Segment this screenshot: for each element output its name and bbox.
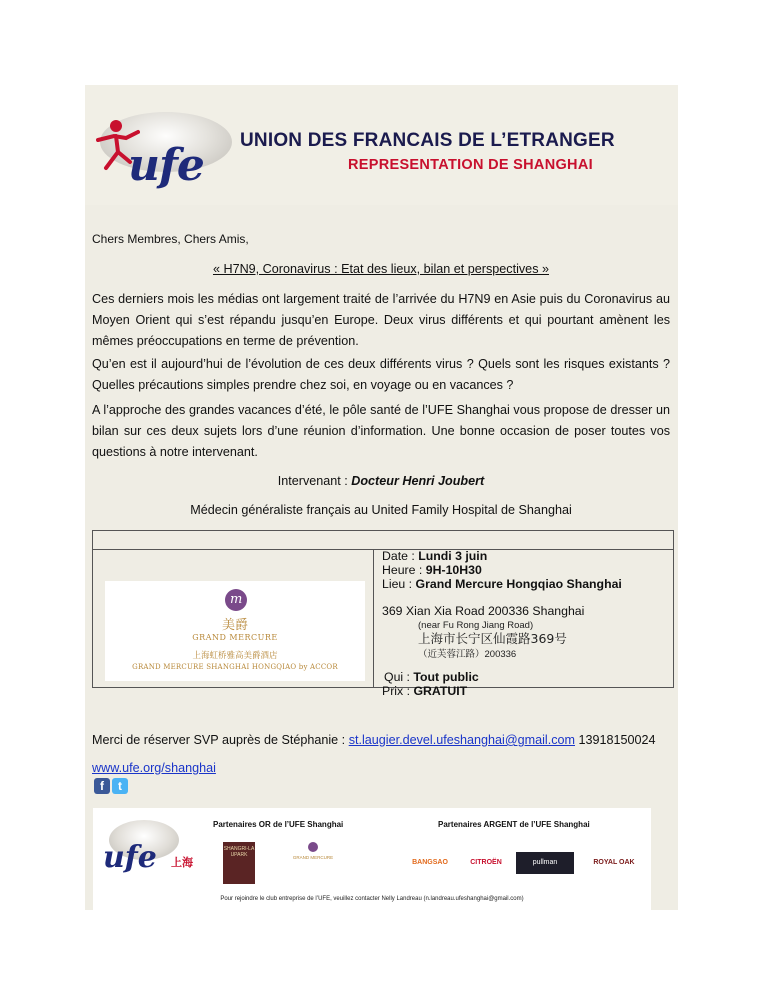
paragraph-1: Ces derniers mois les médias ont largement traité de l’arrivée du H7N9 en Asie puis du Coronavirus au Moyen Orient qui s’est répandu jusqu’en Europe. Deux virus différents et qui pourtant amènent les mêmes préoccupations en terme de prévention. — [92, 292, 670, 348]
booking-email-link[interactable]: st.laugier.devel.ufeshanghai@gmail.com — [348, 733, 575, 747]
event-address-cn: 上海市长宁区仙霞路369号 — [418, 631, 567, 646]
partners-banner — [93, 808, 651, 910]
partners-footer: Pour rejoindre le club entreprise de l’UFE, veuillez contacter Nelly Landreau (n.landreau.ufeshanghai@gmail.com) — [220, 896, 524, 902]
shangrila-logo: SHANGRI-LA UPARK — [223, 842, 255, 884]
hotel-brand: GRAND MERCURE — [192, 633, 278, 642]
grand-mercure-partner-logo: GRAND MERCURE — [298, 842, 328, 868]
speaker-line — [92, 474, 670, 488]
hotel-logo — [105, 581, 365, 681]
event-table-divider — [373, 549, 374, 687]
hotel-cn-full: 上海虹桥雅高美爵酒店 — [192, 651, 278, 661]
event-audience: Qui : Tout public — [384, 670, 479, 684]
booking-phone: 13918150024 — [575, 733, 656, 747]
partners-ufe-logo: ufe — [103, 840, 157, 875]
hotel-full-name: GRAND MERCURE SHANGHAI HONGQIAO by ACCOR — [132, 663, 338, 671]
pullman-logo: pullman — [516, 852, 574, 874]
booking-line: Merci de réserver SVP auprès de Stéphanie : st.laugier.devel.ufeshanghai@gmail.com 13918150024 — [92, 733, 656, 747]
paragraph-3: A l’approche des grandes vacances d’été, le pôle santé de l’UFE Shanghai vous propose de dresser un bilan sur ces deux sujets lors d’une réunion d’information. Une bonne occasion de poser toutes vos questions à notre intervenant. — [92, 403, 670, 459]
facebook-icon[interactable]: f — [94, 778, 110, 794]
event-address: 369 Xian Xia Road 200336 Shanghai — [382, 604, 585, 618]
event-address-note: (near Fu Rong Jiang Road) — [418, 620, 534, 631]
citroen-logo: CITROËN — [470, 859, 502, 866]
greeting: Chers Membres, Chers Amis, — [92, 232, 249, 246]
social-links — [94, 777, 130, 793]
gold-partners-title: Partenaires OR de l’UFE Shanghai — [213, 820, 344, 829]
bangsao-logo: BANGSAO — [412, 859, 448, 866]
event-price: Prix : GRATUIT — [382, 684, 468, 698]
speaker-name: Docteur Henri Joubert — [351, 474, 485, 488]
hotel-cn-name: 美爵 — [221, 618, 248, 633]
partners-city-label: 上海 — [171, 856, 193, 869]
event-address-cn-note: （近芙蓉江路）200336 — [418, 649, 517, 660]
event-place: Lieu : Grand Mercure Hongqiao Shanghai — [382, 577, 622, 591]
hotel-mark-icon: m — [225, 589, 247, 611]
ufe-logo: ufe — [128, 140, 204, 191]
org-subtitle: REPRESENTATION DE SHANGHAI — [348, 157, 593, 173]
org-title: UNION DES FRANCAIS DE L’ETRANGER — [240, 130, 615, 151]
twitter-icon[interactable]: t — [112, 778, 128, 794]
event-time: Heure : 9H-10H30 — [382, 563, 482, 577]
website-line — [92, 761, 216, 775]
website-link[interactable]: www.ufe.org/shanghai — [92, 761, 216, 775]
royal-oak-logo: ROYAL OAK — [593, 859, 635, 866]
silver-partners-title: Partenaires ARGENT de l’UFE Shanghai — [438, 820, 590, 829]
paragraph-2: Qu’en est il aujourd’hui de l’évolution de ces deux différents virus ? Quels sont les risques existants ? Quelles précautions simples prendre chez soi, en voyage ou en vacances ? — [92, 357, 670, 392]
event-date: Date : Lundi 3 juin — [382, 549, 488, 563]
speaker-role: Médecin généraliste français au United Family Hospital de Shanghai — [190, 503, 572, 517]
speaker-label: Intervenant : — [277, 474, 352, 488]
event-table-header-row — [93, 531, 673, 550]
subject-line: « H7N9, Coronavirus : Etat des lieux, bilan et perspectives » — [212, 262, 549, 276]
